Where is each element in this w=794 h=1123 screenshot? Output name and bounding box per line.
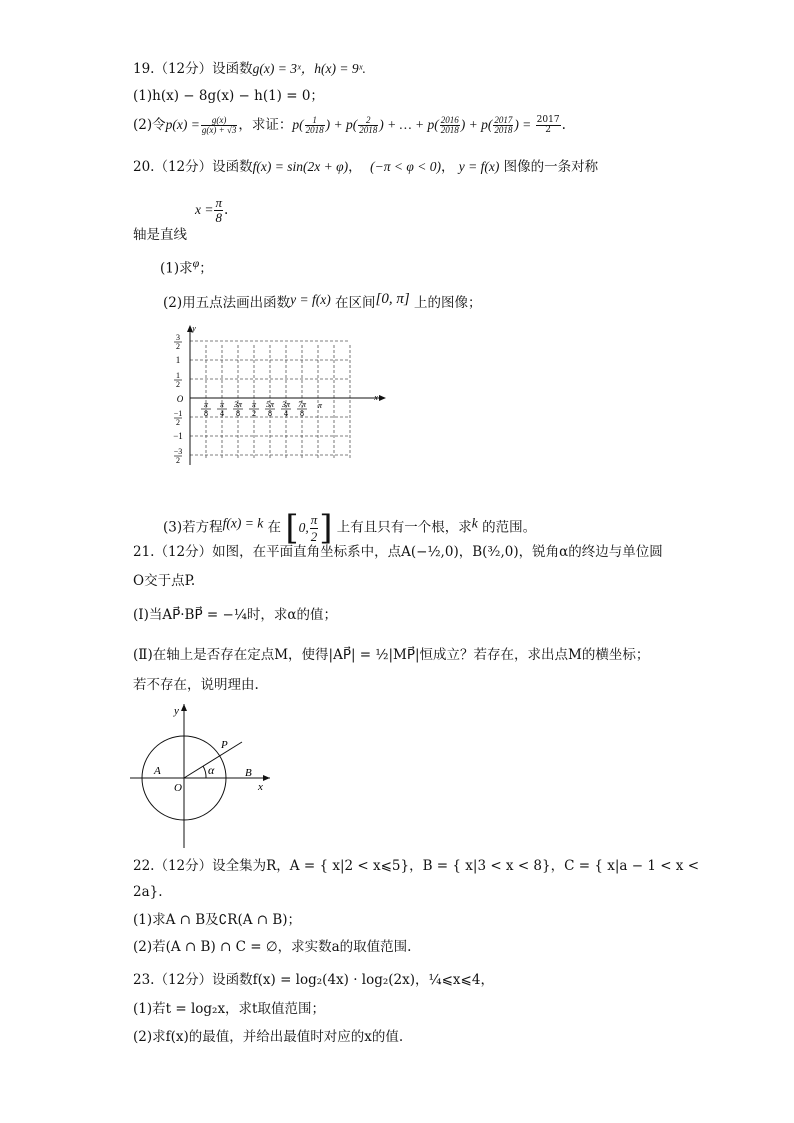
- q22-line2: 2a}.: [133, 884, 163, 900]
- q19-sum-term: p( $\frac{1}{2018}$ ) +: [292, 115, 346, 136]
- q20-part1: (1)求φ；: [160, 256, 213, 277]
- grid-y-tick-num: −1: [173, 409, 183, 418]
- grid-x-tick-num: 5π: [265, 400, 275, 409]
- q19-rhs-fraction: $\frac{2017}{2}$: [536, 115, 560, 135]
- grid-x-tick: π: [317, 401, 323, 410]
- q21-unit-circle-figure: [130, 700, 280, 850]
- q21-fig-point-p: P: [221, 739, 228, 751]
- grid-x-tick-den: 4: [284, 409, 288, 418]
- grid-y-tick-den: 2: [176, 342, 180, 351]
- q20-axis-line-text: 轴是直线: [133, 227, 187, 243]
- q19-p-def: p(x) =: [165, 117, 200, 132]
- q19-def: g(x) = 3ˣ，h(x) = 9ˣ.: [252, 61, 366, 76]
- q19-p-fraction: $\frac{g(x)}{g(x) + √3}$: [201, 115, 237, 135]
- grid-x-tick-den: 2: [252, 409, 256, 418]
- q21-line1: 21.（12分）如图，在平面直角坐标系中，点A(−½,0)，B(³⁄₂,0)，锐角α的终边与单位圆: [133, 544, 663, 560]
- q20-func: f(x) = sin(2x + φ): [252, 159, 349, 174]
- q19-part2-prefix: (2)令: [133, 117, 166, 133]
- grid-origin: O: [176, 394, 184, 404]
- q20-coordinate-grid: [160, 318, 400, 468]
- q20-head: 20.（12分）设函数: [133, 159, 253, 175]
- q22-part1: (1)求A ∩ B及∁R(A ∩ B)；: [133, 912, 302, 928]
- q21-fig-alpha: α: [208, 763, 215, 777]
- q23-part2: (2)求f(x)的最值，并给出最值时对应的x的值.: [133, 1029, 404, 1045]
- q21-fig-point-b: B: [245, 767, 252, 779]
- q22-line1: 22.（12分）设全集为R，A = { x|2 < x⩽5}，B = { x|3 < x < 8}，C = { x|a − 1 < x <: [133, 858, 700, 874]
- grid-x-tick-num: π: [251, 400, 257, 409]
- q19-prove-text: ，求证：: [238, 117, 293, 133]
- grid-x-tick-num: π: [203, 400, 209, 409]
- grid-y-tick-den: 2: [176, 380, 180, 389]
- q19-part2: (2)令p(x) = $\frac{g(x)}{g(x) + √3}$ ，求证：p( $\frac{1}{2018}$ ) + p( $\frac{2}{2018}$ ) + … + p( $\frac{2016}{2018}$ ) + p( $\frac{2017}{2018}$ ) = $\frac{2017}{2}$ .: [133, 115, 566, 136]
- grid-y-tick-num: −3: [173, 447, 183, 456]
- grid-x-tick-num: 3π: [233, 400, 243, 409]
- x-axis-arrow: [379, 395, 386, 401]
- q23-line1: 23.（12分）设函数f(x) = log₂(4x) · log₂(2x)，¼⩽x⩽4，: [133, 972, 494, 988]
- q20-condition: (−π < φ < 0): [370, 159, 441, 174]
- q21-part2b: 若不存在，说明理由.: [133, 677, 259, 693]
- q21-line2: O交于点P.: [133, 573, 196, 589]
- q20-part3: (3)若方程f(x) = k 在 [0, $\frac{\pi}{2}$ ] 上有且只有一个根，求k 的范围。: [163, 508, 537, 548]
- q20-interval: [: [285, 508, 299, 548]
- grid-x-tick-num: 7π: [297, 400, 307, 409]
- q19-statement: [133, 60, 366, 78]
- grid-y-tick-den: 2: [176, 456, 180, 465]
- q21-fig-y-label: y: [174, 705, 179, 717]
- q23-part1: (1)若t = log₂x，求t取值范围；: [133, 1001, 325, 1017]
- grid-x-tick-num: 3π: [281, 400, 291, 409]
- q21-fig-origin: O: [174, 782, 182, 794]
- q19-head: 19.（12分）设函数: [133, 61, 253, 77]
- grid-y-tick-num: 1: [176, 371, 180, 380]
- grid-y-tick-num: 3: [176, 333, 180, 342]
- grid-x-tick-num: π: [219, 400, 225, 409]
- grid-x-tick-den: 8: [300, 409, 304, 418]
- q19-part1: (1)h(x) − 8g(x) − h(1) = 0；: [133, 88, 324, 104]
- q19-sum-term: p( $\frac{2}{2018}$ ) + … +: [345, 115, 428, 136]
- q21-fig-x-label: x: [258, 781, 263, 793]
- grid-y-tick-den: 2: [176, 418, 180, 427]
- grid-x-tick-den: 8: [268, 409, 272, 418]
- q20-graph-expr: y = f(x): [458, 159, 500, 174]
- q20-part2: (2)用五点法画出函数y = f(x) 在区间[0, π] 上的图像；: [163, 291, 482, 311]
- q21-part2: (Ⅱ)在轴上是否存在定点M，使得|AP⃗| = ½|MP⃗|恒成立？若存在，求出点M的横坐标；: [133, 647, 650, 663]
- q22-part2: (2)若(A ∩ B) ∩ C = ∅，求实数a的取值范围.: [133, 939, 412, 955]
- q21-part1: (Ⅰ)当AP⃗·BP⃗ = −¼时，求α的值；: [133, 607, 338, 623]
- grid-y-tick: −1: [173, 431, 183, 441]
- q19-sum-term: p( $\frac{2017}{2018}$ ) =: [481, 115, 535, 136]
- q20-tail: 图像的一条对称: [503, 159, 599, 175]
- grid-x-tick-den: 8: [204, 409, 208, 418]
- q21-fig-point-a: A: [154, 765, 161, 777]
- q20-statement: 20.（12分）设函数f(x) = sin(2x + φ)， (−π < φ < 0)， y = f(x) 图像的一条对称: [133, 159, 599, 175]
- grid-x-tick-den: 4: [220, 409, 224, 418]
- grid-y-label: y: [192, 324, 196, 333]
- grid-x-tick-den: 8: [236, 409, 240, 418]
- grid-y-tick: 1: [175, 355, 181, 365]
- grid-x-label: x: [374, 393, 378, 402]
- q20-axis-equation: x = $\frac{\pi}{8}$ .: [195, 195, 229, 225]
- q19-sum-term: p( $\frac{2016}{2018}$ ) +: [427, 115, 482, 136]
